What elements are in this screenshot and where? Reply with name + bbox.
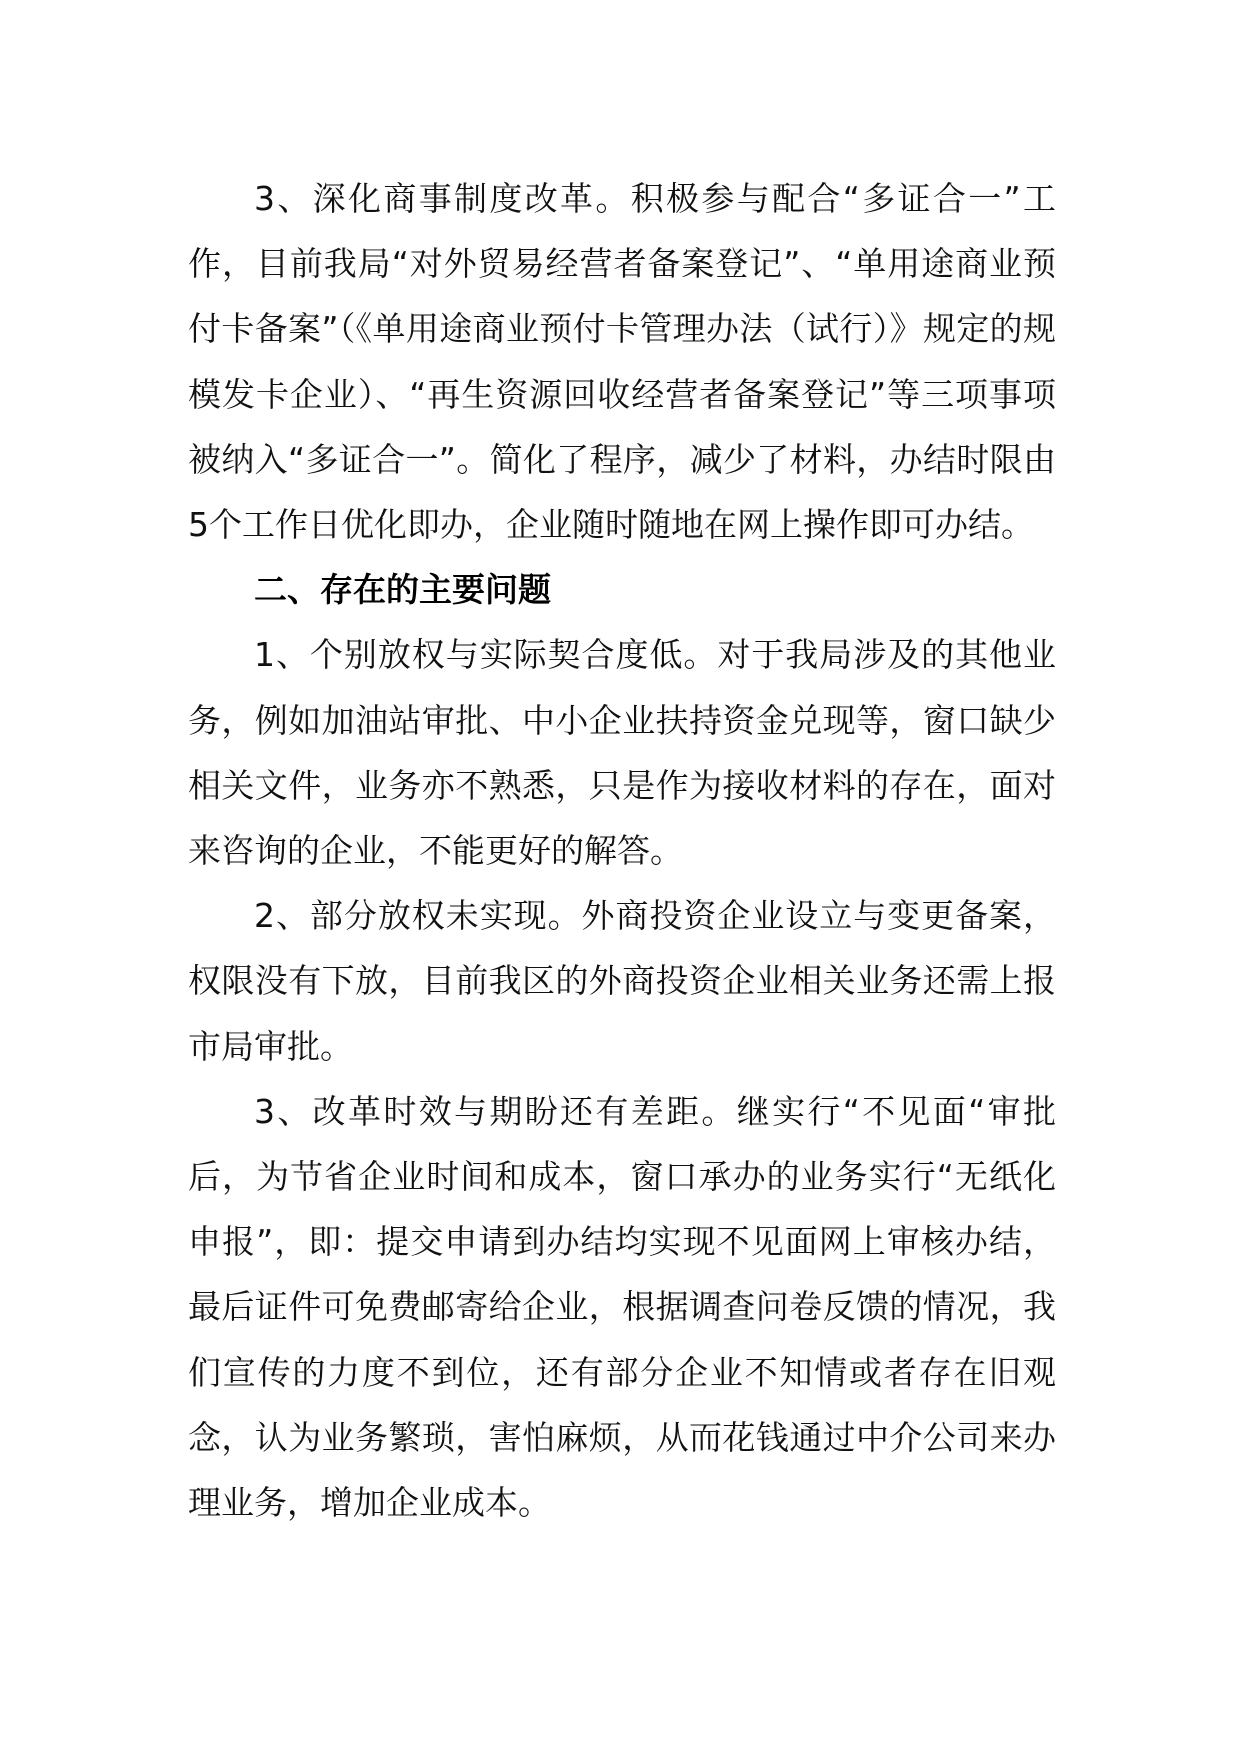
paragraph-problem-1: 1、个别放权与实际契合度低。对于我局涉及的其他业务，例如加油站审批、中小企业扶持资金兑现等，窗口缺少相关文件，业务亦不熟悉，只是作为接收材料的存在，面对来咨询的企业，不能更好的解答。 bbox=[188, 635, 1056, 871]
document-body bbox=[188, 166, 1056, 1535]
section-heading-main-problems: 二、存在的主要问题 bbox=[254, 570, 551, 610]
paragraph-commercial-reform: 3、深化商事制度改革。积极参与配合“多证合一”工作，目前我局“对外贸易经营者备案登记”、“单用途商业预付卡备案”（《单用途商业预付卡管理办法（试行）》规定的规模发卡企业）、“再生资源回收经营者备案登记”等三项事项被纳入“多证合一”。简化了程序，减少了材料，办结时限由5个工作日优化即办，企业随时随地在网上操作即可办结。 bbox=[188, 179, 1056, 545]
paragraph-problem-3: 3、改革时效与期盼还有差距。继实行“不见面“审批后，为节省企业时间和成本，窗口承办的业务实行“无纸化申报”，即：提交申请到办结均实现不见面网上审核办结，最后证件可免费邮寄给企业，根据调查问卷反馈的情况，我们宣传的力度不到位，还有部分企业不知情或者存在旧观念，认为业务繁琐，害怕麻烦，从而花钱通过中介公司来办理业务，增加企业成本。 bbox=[188, 1091, 1056, 1523]
paragraph-problem-2: 2、部分放权未实现。外商投资企业设立与变更备案，权限没有下放，目前我区的外商投资企业相关业务还需上报市局审批。 bbox=[188, 896, 1056, 1066]
